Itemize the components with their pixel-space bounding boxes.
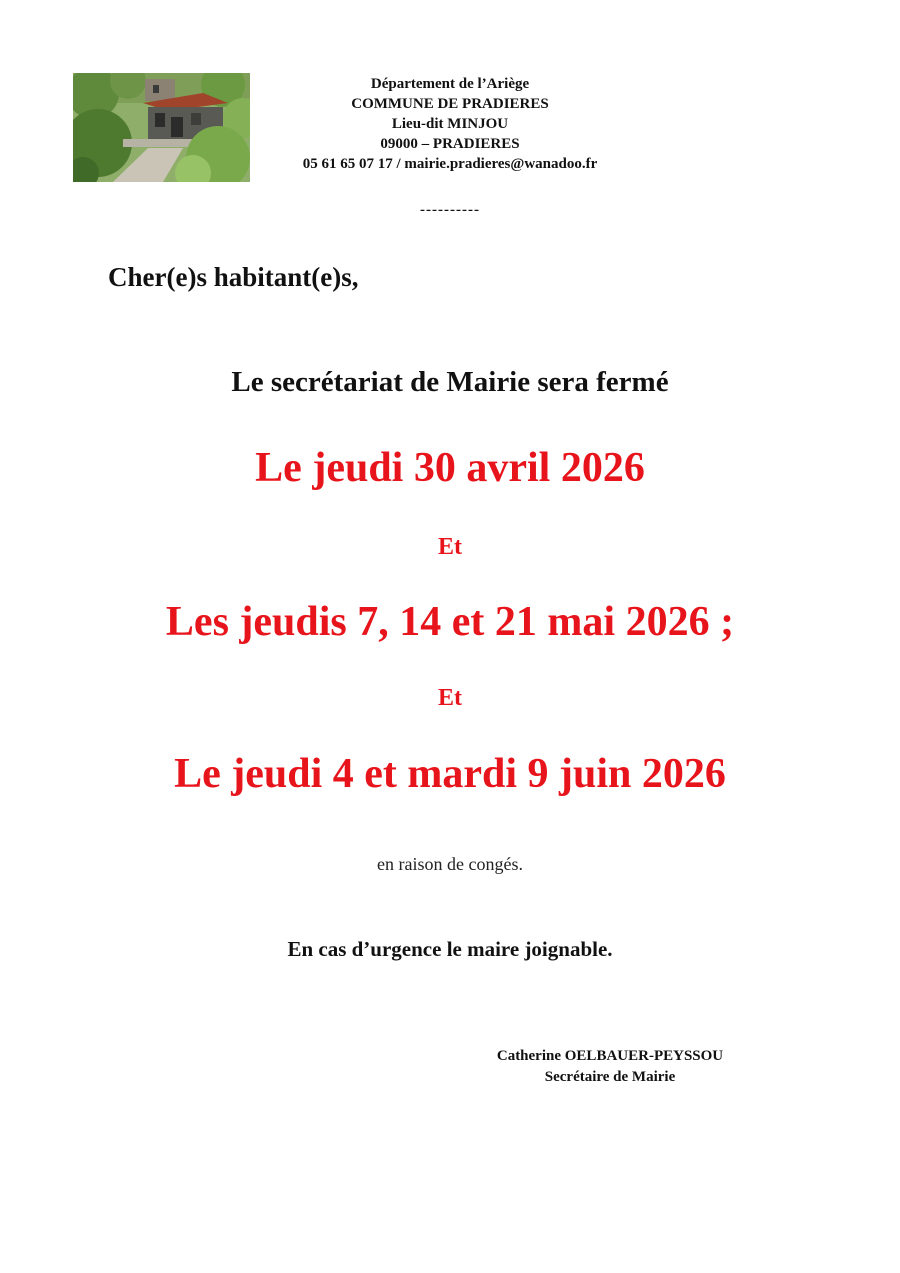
conjunction-et-2: Et <box>438 685 462 711</box>
signature-block <box>440 1046 780 1088</box>
conjunction-et-1: Et <box>438 534 462 560</box>
village-photo <box>73 73 250 182</box>
separator: ---------- <box>420 202 480 218</box>
commune-place: Lieu-dit MINJOU <box>391 116 509 132</box>
greeting: Cher(e)s habitant(e)s, <box>108 262 359 292</box>
closure-intro: Le secrétariat de Mairie sera fermé <box>231 366 669 398</box>
closure-dates-may: Les jeudis 7, 14 et 21 mai 2026 ; <box>165 599 735 645</box>
closure-reason: en raison de congés. <box>377 854 523 874</box>
letterhead <box>250 74 650 174</box>
urgent-note: En cas d’urgence le maire joignable. <box>287 937 613 961</box>
commune-contact: 05 61 65 07 17 / mairie.pradieres@wanadoo.fr <box>302 156 598 172</box>
commune-name: COMMUNE DE PRADIERES <box>351 96 549 112</box>
closure-date-april: Le jeudi 30 avril 2026 <box>255 445 645 491</box>
department-name: Département de l’Ariège <box>370 76 530 92</box>
commune-postal: 09000 – PRADIERES <box>380 136 520 152</box>
signatory-name: Catherine OELBAUER-PEYSSOU <box>496 1048 724 1064</box>
signatory-role: Secrétaire de Mairie <box>544 1069 676 1085</box>
closure-dates-june: Le jeudi 4 et mardi 9 juin 2026 <box>174 751 726 797</box>
